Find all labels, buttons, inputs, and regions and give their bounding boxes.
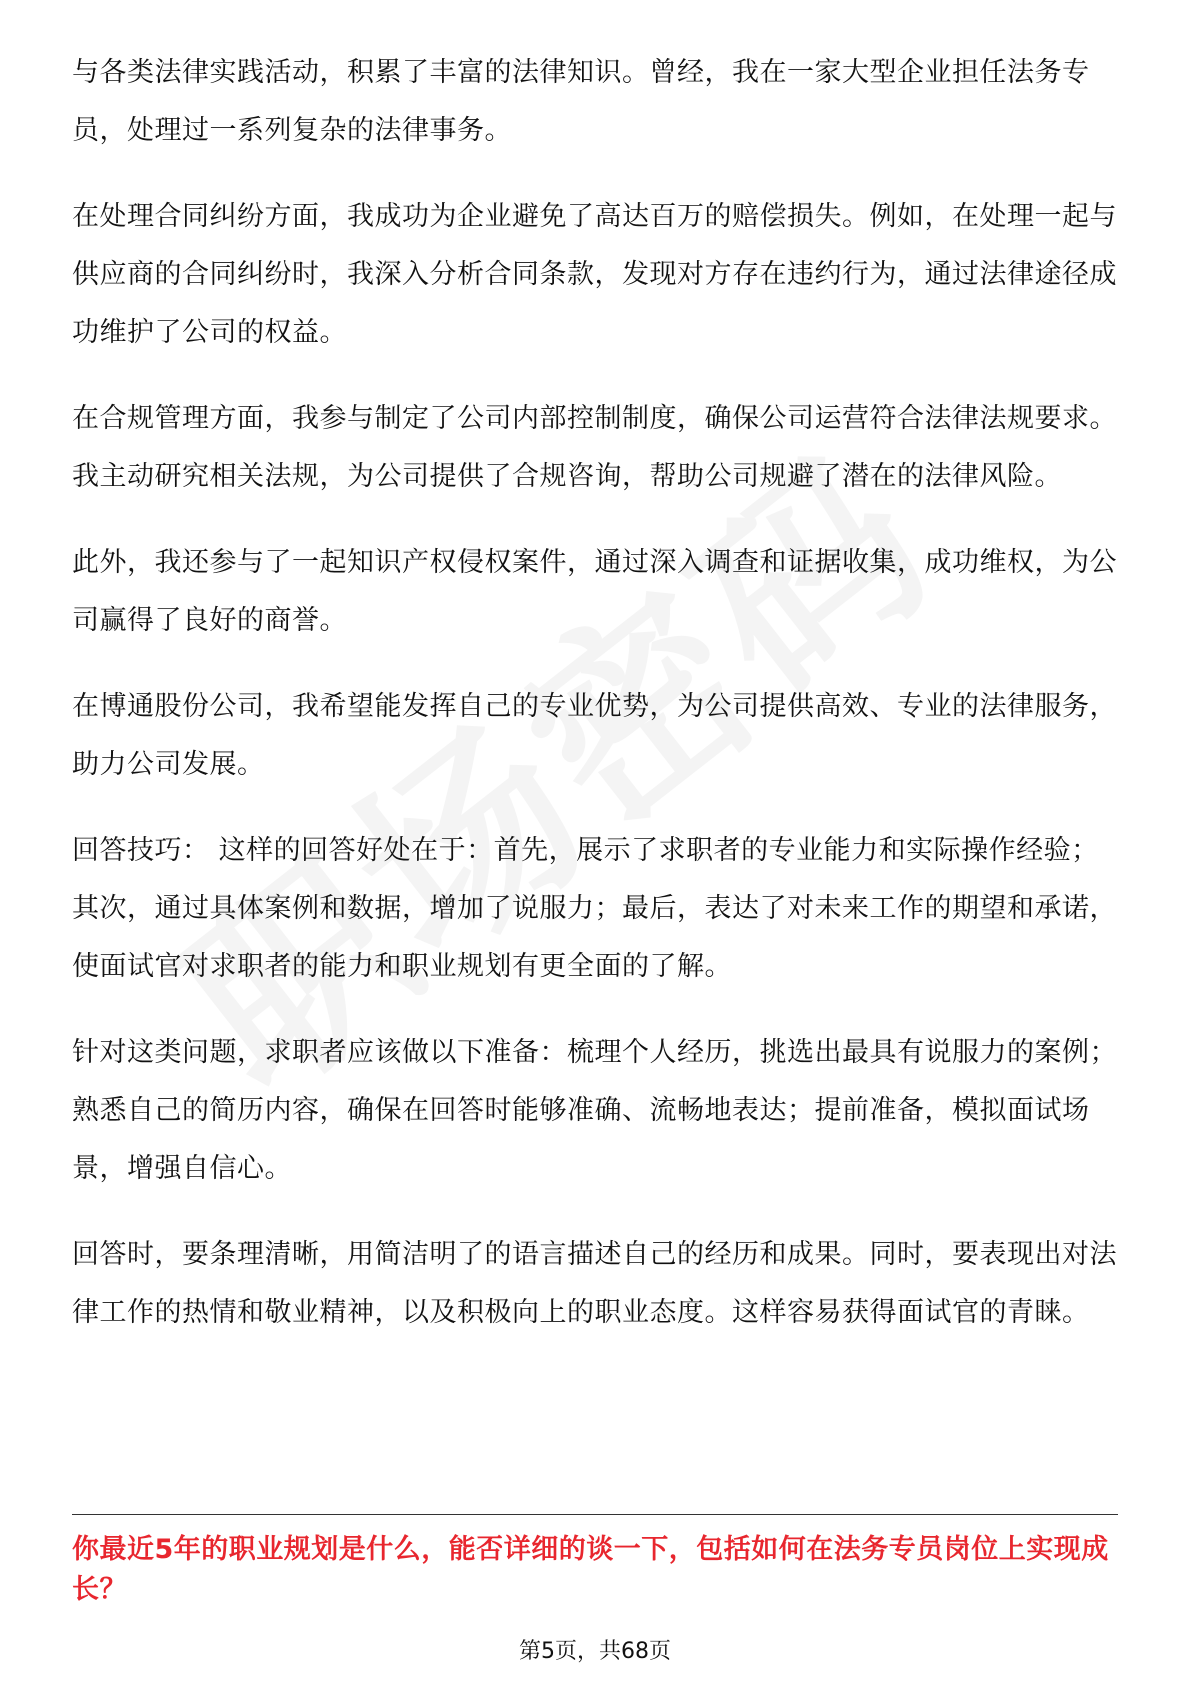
document-body [72,44,1118,1370]
paragraph: 回答时，要条理清晰，用简洁明了的语言描述自己的经历和成果。同时，要表现出对法律工作的热情和敬业精神，以及积极向上的职业态度。这样容易获得面试官的青睐。 [72,1239,1117,1328]
question-heading: 你最近5年的职业规划是什么，能否详细的谈一下，包括如何在法务专员岗位上实现成长？ [72,1534,1109,1605]
paragraph: 回答技巧： 这样的回答好处在于：首先，展示了求职者的专业能力和实际操作经验；其次，通过具体案例和数据，增加了说服力；最后，表达了对未来工作的期望和承诺，使面试官对求职者的能力和职业规划有更全面的了解。 [72,835,1117,982]
section-divider [72,1514,1118,1515]
paragraph: 在博通股份公司，我希望能发挥自己的专业优势，为公司提供高效、专业的法律服务，助力公司发展。 [72,691,1117,780]
paragraph: 在合规管理方面，我参与制定了公司内部控制制度，确保公司运营符合法律法规要求。我主动研究相关法规，为公司提供了合规咨询，帮助公司规避了潜在的法律风险。 [72,403,1117,492]
paragraph: 在处理合同纠纷方面，我成功为企业避免了高达百万的赔偿损失。例如，在处理一起与供应商的合同纠纷时，我深入分析合同条款，发现对方存在违约行为，通过法律途径成功维护了公司的权益。 [72,201,1117,348]
page-number: 第5页，共68页 [519,1639,671,1664]
paragraph: 此外，我还参与了一起知识产权侵权案件，通过深入调查和证据收集，成功维权，为公司赢得了良好的商誉。 [72,547,1117,636]
paragraph: 与各类法律实践活动，积累了丰富的法律知识。曾经，我在一家大型企业担任法务专员，处理过一系列复杂的法律事务。 [72,57,1090,146]
paragraph: 针对这类问题，求职者应该做以下准备：梳理个人经历，挑选出最具有说服力的案例；熟悉自己的简历内容，确保在回答时能够准确、流畅地表达；提前准备，模拟面试场景，增强自信心。 [72,1037,1117,1184]
